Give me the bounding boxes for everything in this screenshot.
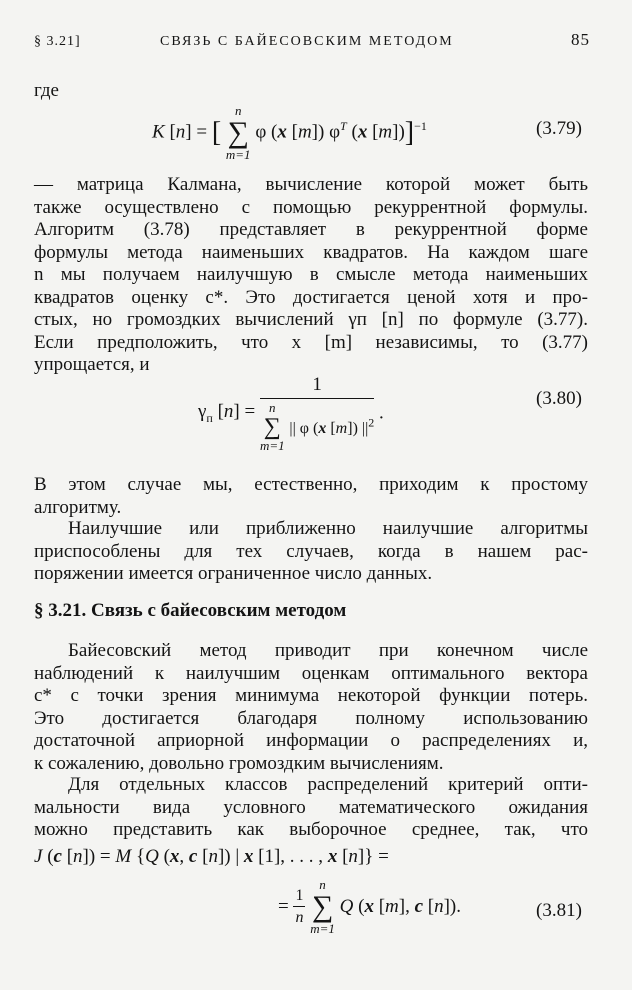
text-line: В этом случае мы, естественно, приходим к простому xyxy=(34,474,588,495)
intro-text: где xyxy=(34,80,59,101)
text-line: квадратов оценку c*. Это достигается ценой хотя и про- xyxy=(34,286,588,308)
header-section: § 3.21] xyxy=(34,34,81,49)
equation-3-81-line-1: J (c [n]) = M {Q (x, c [n]) | x [1], . . . , x [n]} = xyxy=(34,846,389,867)
paragraph-simple-algorithm xyxy=(34,474,588,519)
text-line: наблюдений к наилучшим оценкам оптимального вектора xyxy=(34,662,588,684)
summation-symbol: n ∑ m=1 xyxy=(259,400,285,453)
paragraph-kalman xyxy=(34,174,588,377)
text-line: можно представить как выборочное среднее, так, что xyxy=(34,819,588,840)
intro-word xyxy=(34,80,588,103)
section-heading: § 3.21. Связь с байесовским методом xyxy=(34,600,347,621)
text-line: стых, но громоздких вычислений γп [n] по формуле (3.77). xyxy=(34,309,588,330)
equation-number-3-81: (3.81) xyxy=(536,900,582,921)
equation-number-3-80: (3.80) xyxy=(536,388,582,409)
paragraph-best-algorithms xyxy=(34,518,588,586)
page-number: 85 xyxy=(571,30,590,49)
paragraph-bayes-method xyxy=(34,640,588,775)
text-line: — матрица Калмана, вычисление которой может быть xyxy=(34,174,588,195)
text-line: достаточной априорной информации о распределениях и, xyxy=(34,730,588,751)
text-line: алгоритму. xyxy=(34,496,122,518)
header-title: СВЯЗЬ С БАЙЕСОВСКИМ МЕТОДОМ xyxy=(160,34,454,49)
text-line: мальности вида условного математического ожидания xyxy=(34,796,588,818)
fraction: $\frac{1}{n}$ xyxy=(295,887,304,926)
equation-number-3-79: (3.79) xyxy=(536,118,582,139)
summation-symbol: n ∑ m=1 xyxy=(225,103,251,162)
fraction: 1 n ∑ m=1 || φ (x [m]) $||^2$ xyxy=(259,374,375,453)
summation-symbol: n ∑ m=1 xyxy=(310,877,335,936)
text-line: к сожалению, довольно громоздким вычислениям. xyxy=(34,752,444,774)
text-line: также осуществлено с помощью рекуррентной формулы. xyxy=(34,196,588,218)
running-header xyxy=(34,30,590,54)
text-line: формулы метода наименьших квадратов. На каждом шаге xyxy=(34,241,588,263)
text-line: Это достигается благодаря полному использованию xyxy=(34,707,588,729)
text-line: n мы получаем наилучшую в смысле метода наименьших xyxy=(34,264,588,285)
text-line: приспособлены для тех случаев, когда в нашем рас- xyxy=(34,540,588,562)
equation-3-81-line-2: = $\frac{1}{n}$ n ∑ m=1 Q (x [m], c [n]). xyxy=(278,877,462,936)
text-line: Если предположить, что x [m] независимы, то (3.77) xyxy=(34,331,588,353)
text-line: Для отдельных классов распределений критерий опти- xyxy=(68,774,588,795)
text-line: Алгоритм (3.78) представляет в рекуррентной форме xyxy=(34,219,588,240)
text-line: Байесовский метод приводит при конечном числе xyxy=(68,640,588,661)
text-line: поряжении имеется ограниченное число данных. xyxy=(34,563,433,584)
text-line: Наилучшие или приближенно наилучшие алгоритмы xyxy=(68,518,588,539)
equation-3-80: $\gamma_п$ [n] = 1 n ∑ m=1 || φ (x [m]) $||^2$ . xyxy=(198,374,384,453)
paragraph-criterion xyxy=(34,774,588,842)
equation-3-79: K [n] = [ n ∑ m=1 φ (x [m]) $\varphi^T$ (x [m])]$^{-1}$ xyxy=(152,103,427,162)
text-line: c* с точки зрения минимума некоторой функции потерь. xyxy=(34,685,588,706)
text-line: упрощается, и xyxy=(34,354,150,375)
